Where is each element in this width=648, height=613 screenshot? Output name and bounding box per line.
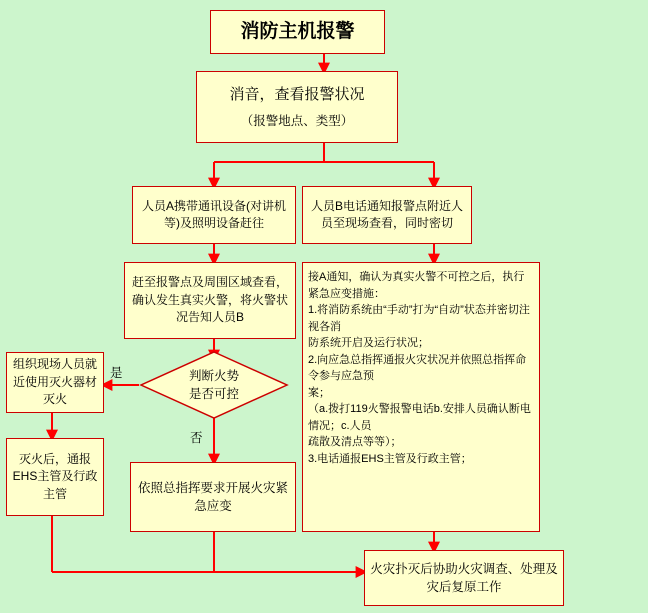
- node-report-after-extinguish-label: 灭火后，通报EHS主管及行政主管: [12, 451, 98, 501]
- node-emergency-measures-text: [308, 269, 534, 467]
- node-silence-line2: （报警地点、类型）: [240, 113, 354, 128]
- emergency-line-4: 2.向应急总指挥通报火灾状况并依照总指挥命令参与应急预: [308, 353, 527, 382]
- decision-line-1: 判断火势: [188, 368, 239, 383]
- emergency-line-6: （a.拨打119火警报警电话b.安排人员确认断电情况；c.人员: [308, 403, 531, 432]
- node-decision-fire-controllable[interactable]: [139, 350, 289, 420]
- node-post-fire-work[interactable]: [364, 550, 564, 606]
- node-emergency-measures[interactable]: [302, 262, 540, 532]
- node-report-after-extinguish[interactable]: [6, 438, 104, 516]
- node-follow-commander[interactable]: [130, 462, 296, 532]
- node-organize-extinguish-label: 组织现场人员就近使用灭火器材灭火: [12, 357, 97, 407]
- node-confirm-fire[interactable]: [124, 262, 296, 339]
- node-decision-text: [189, 367, 239, 403]
- node-start-label: 消防主机报警: [240, 21, 355, 43]
- label-yes: 是: [110, 366, 123, 380]
- emergency-line-8: 3.电话通报EHS主管及行政主管；: [308, 452, 472, 465]
- node-silence-line1: 消音，查看报警状况: [229, 86, 365, 104]
- node-person-a-label: 人员A携带通讯设备(对讲机等)及照明设备赶往: [141, 198, 286, 230]
- node-post-fire-work-label: 火灾扑灭后协助火灾调查、处理及灾后复原工作: [370, 561, 558, 594]
- node-organize-extinguish[interactable]: [6, 352, 104, 413]
- emergency-line-7: 疏散及清点等等）；: [308, 436, 402, 448]
- node-person-b-label: 人员B电话通知报警点附近人员至现场查看，同时密切: [310, 198, 463, 230]
- label-no: 否: [190, 431, 203, 445]
- node-start[interactable]: [210, 10, 385, 54]
- node-confirm-fire-label: 赶至报警点及周围区域查看，确认发生真实火警，将火警状况告知人员B: [131, 275, 288, 325]
- emergency-line-5: 案；: [308, 386, 330, 399]
- node-person-a[interactable]: [132, 186, 296, 244]
- decision-line-2: 是否可控: [188, 387, 239, 401]
- node-follow-commander-label: 依照总指挥要求开展火灾紧急应变: [137, 480, 288, 513]
- node-person-b[interactable]: [302, 186, 472, 244]
- emergency-line-3: 防系统开启及运行状况；: [308, 337, 429, 349]
- emergency-line-2: 1.将消防系统由“手动”打为“自动”状态并密切注视各消: [308, 304, 530, 333]
- emergency-line-1: 接A通知，确认为真实火警不可控之后，执行紧急应变措施：: [308, 271, 525, 300]
- node-silence[interactable]: [196, 71, 398, 143]
